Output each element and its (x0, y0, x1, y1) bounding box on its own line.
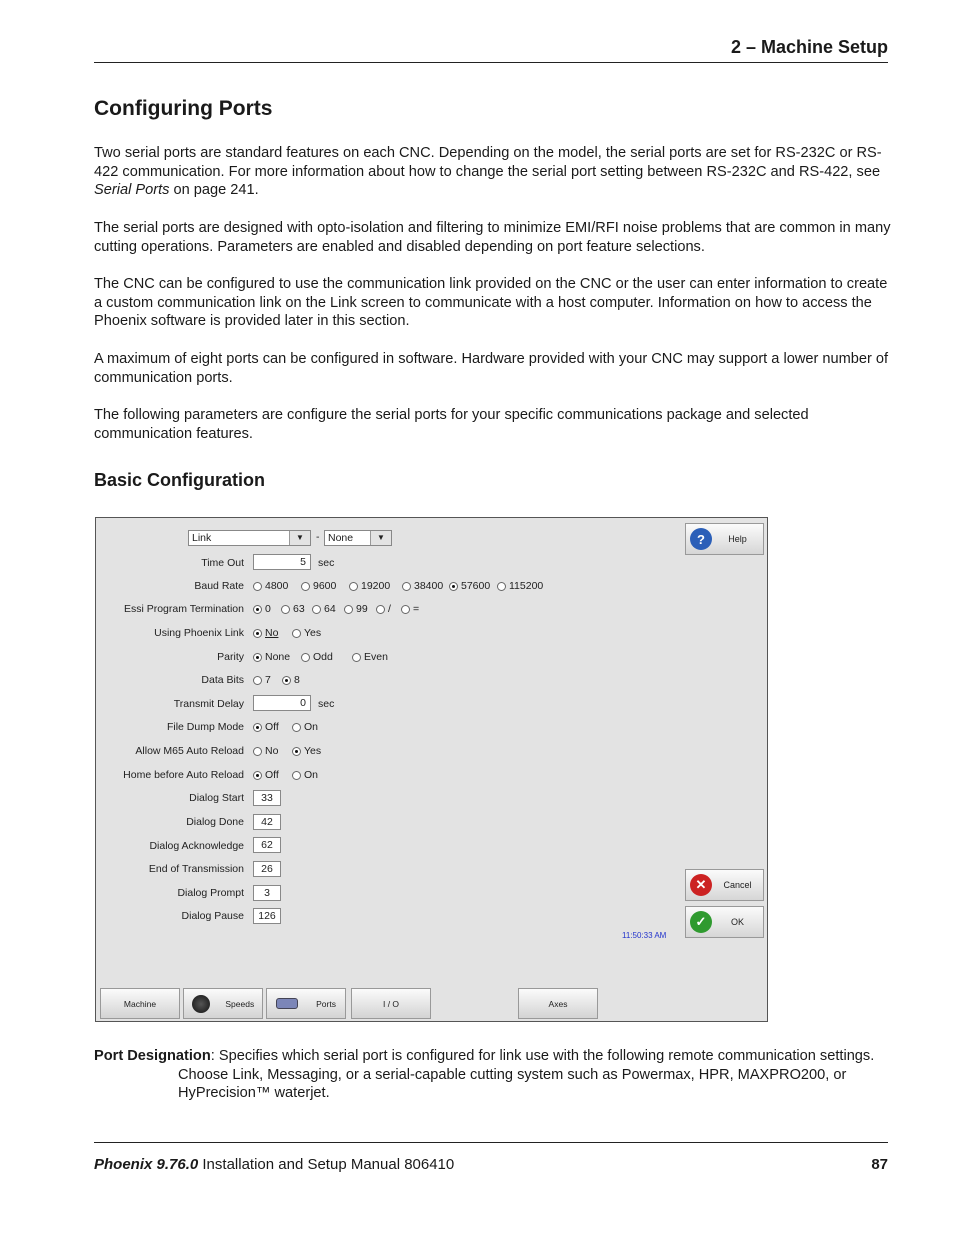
serial-port-icon (276, 998, 298, 1009)
dialog-ack-field[interactable]: 62 (253, 837, 281, 853)
dialog-done-field[interactable]: 42 (253, 814, 281, 830)
footer-manual-title: Phoenix 9.76.0 Installation and Setup Manual 806410 (94, 1156, 455, 1173)
dialog-done-label: Dialog Done (186, 816, 244, 828)
file-dump-on[interactable]: On (292, 721, 318, 733)
essi-64[interactable]: 64 (312, 603, 336, 615)
home-reload-off[interactable]: Off (253, 769, 279, 781)
data-bits-8[interactable]: 8 (282, 674, 300, 686)
baud-4800[interactable]: 4800 (253, 580, 288, 592)
paragraph-3: The CNC can be configured to use the communication link provided on the CNC or the user can enter information to create a custom communication link on the Link screen to communicate with a host computer. Information on how to access the Phoenix software is provided later in this section. (94, 276, 888, 330)
baud-38400[interactable]: 38400 (402, 580, 443, 592)
transmit-delay-field[interactable]: 0 (253, 695, 311, 711)
file-dump-label: File Dump Mode (166, 721, 244, 733)
system-dropdown[interactable]: None ▼ (324, 530, 392, 546)
close-icon: ✕ (690, 874, 712, 896)
header-rule (94, 62, 888, 63)
time-out-field[interactable]: 5 (253, 554, 311, 570)
dialog-pause-label: Dialog Pause (181, 910, 244, 922)
time-out-unit: sec (318, 557, 335, 569)
ok-button[interactable]: ✓ OK (685, 906, 764, 938)
time-out-label: Time Out (201, 557, 244, 569)
home-reload-on[interactable]: On (292, 769, 318, 781)
baud-57600[interactable]: 57600 (449, 580, 490, 592)
parity-odd[interactable]: Odd (301, 651, 333, 663)
parity-even[interactable]: Even (352, 651, 388, 663)
paragraph-4: A maximum of eight ports can be configured in software. Hardware provided with your CNC may support a lower number of communication ports. (94, 351, 889, 386)
essi-slash[interactable]: / (376, 603, 391, 615)
port-designation-definition: Port Designation: Specifies which serial port is configured for link use with the following remote communication settings. Choose Link, Messaging, or a serial-capable cutting system such as Powermax, HPR, MAXPRO200, or HyPrecision™ waterjet. (94, 1048, 875, 1102)
data-bits-7[interactable]: 7 (253, 674, 271, 686)
dialog-ack-label: Dialog Acknowledge (149, 840, 244, 852)
cancel-button[interactable]: ✕ Cancel (685, 869, 764, 901)
dialog-start-field[interactable]: 33 (253, 790, 281, 806)
paragraph-5: The following parameters are configure the serial ports for your specific communications package and selected communication features. (94, 407, 809, 442)
subsection-title: Basic Configuration (94, 470, 266, 490)
checkmark-icon: ✓ (690, 911, 712, 933)
page-number: 87 (871, 1156, 888, 1173)
chevron-down-icon: ▼ (289, 531, 310, 545)
parity-none[interactable]: None (253, 651, 290, 663)
baud-9600[interactable]: 9600 (301, 580, 336, 592)
dialog-prompt-label: Dialog Prompt (177, 887, 244, 899)
help-button[interactable]: ? Help (685, 523, 764, 555)
tab-speeds[interactable]: Speeds (183, 988, 263, 1019)
baud-115200[interactable]: 115200 (497, 580, 543, 592)
end-transmission-label: End of Transmission (148, 863, 244, 875)
data-bits-label: Data Bits (201, 674, 244, 686)
m65-reload-label: Allow M65 Auto Reload (135, 745, 244, 757)
transmit-delay-unit: sec (318, 698, 335, 710)
parity-label: Parity (217, 651, 244, 663)
ports-screen-screenshot (95, 517, 768, 1022)
footer-rule (94, 1142, 888, 1143)
cross-reference[interactable]: Serial Ports (94, 182, 170, 199)
paragraph-2: The serial ports are designed with opto-isolation and filtering to minimize EMI/RFI noise problems that are common in many cutting operations. Parameters are enabled and disabled depending on port feature selections. (94, 220, 891, 255)
transmit-delay-label: Transmit Delay (173, 698, 244, 710)
phoenix-link-yes[interactable]: Yes (292, 627, 321, 639)
baud-rate-label: Baud Rate (194, 580, 244, 592)
home-reload-label: Home before Auto Reload (123, 769, 244, 781)
dialog-start-label: Dialog Start (189, 792, 244, 804)
dialog-prompt-field[interactable]: 3 (253, 885, 281, 901)
essi-termination-label: Essi Program Termination (123, 603, 244, 615)
file-dump-off[interactable]: Off (253, 721, 279, 733)
help-icon: ? (690, 528, 712, 550)
baud-19200[interactable]: 19200 (349, 580, 390, 592)
tab-ports[interactable]: Ports (266, 988, 346, 1019)
dropdown-separator: - (316, 531, 320, 543)
dialog-pause-field[interactable]: 126 (253, 908, 281, 924)
end-transmission-field[interactable]: 26 (253, 861, 281, 877)
section-title: Configuring Ports (94, 97, 273, 120)
port-designation-dropdown[interactable]: Link ▼ (188, 530, 311, 546)
m65-reload-yes[interactable]: Yes (292, 745, 321, 757)
definition-term: Port Designation (94, 1048, 211, 1064)
essi-99[interactable]: 99 (344, 603, 368, 615)
paragraph-1: Two serial ports are standard features on each CNC. Depending on the model, the serial ports are set for RS-232C or RS-422 communication. For more information about how to change the serial port setting between RS-232C and RS-422, see Serial Ports on page 241. (94, 145, 882, 199)
chapter-header: 2 – Machine Setup (730, 37, 888, 57)
tab-machine[interactable]: Machine (100, 988, 180, 1019)
phoenix-link-label: Using Phoenix Link (154, 627, 244, 639)
chevron-down-icon: ▼ (370, 531, 391, 545)
tab-axes[interactable]: Axes (518, 988, 598, 1019)
phoenix-link-no[interactable]: No (253, 627, 278, 639)
essi-63[interactable]: 63 (281, 603, 305, 615)
clock-readout: 11:50:33 AM (622, 931, 667, 940)
essi-0[interactable]: 0 (253, 603, 271, 615)
tab-io[interactable]: I / O (351, 988, 431, 1019)
speedometer-icon (192, 995, 210, 1013)
m65-reload-no[interactable]: No (253, 745, 278, 757)
essi-equals[interactable]: = (401, 603, 419, 615)
